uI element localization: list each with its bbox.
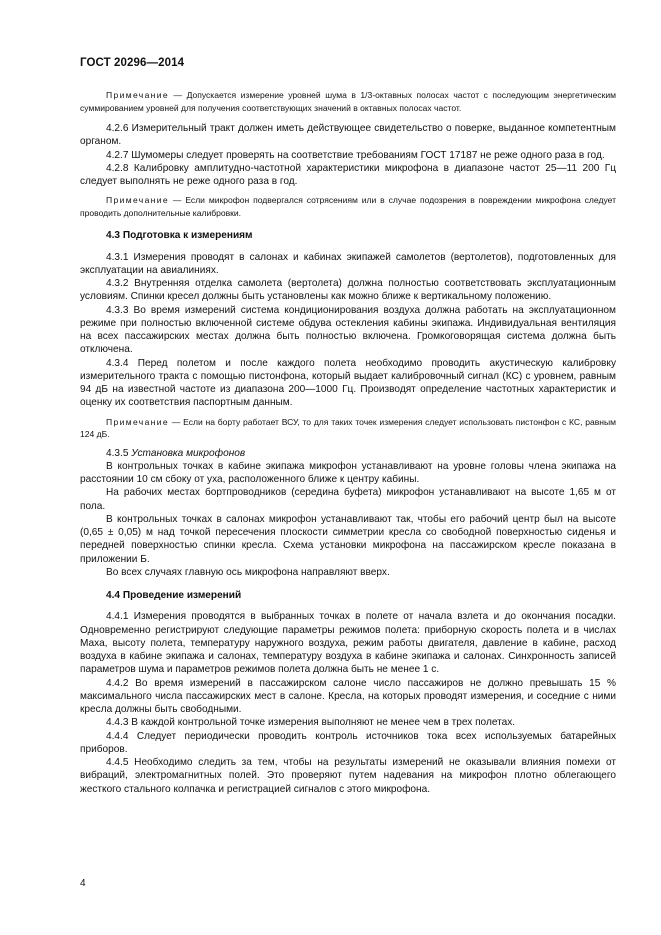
note-label: Примечание (106, 416, 169, 427)
paragraph-4-3-5-d: Во всех случаях главную ось микрофона направляют вверх. (106, 566, 390, 578)
paragraph-4-3-4: 4.3.4 Перед полетом и после каждого полета необходимо проводить акустическую калибровку измерительного тракта с помощью пистонфона, который выдает калибровочный сигнал (КС) с уровнем, равным 94 дБ на известной частоте из диапазона 200—1000 Гц. Производят определение частотных характеристик и оценку их соответствия паспортным данным. (80, 357, 616, 409)
clause-title: Установка микрофонов (131, 447, 246, 459)
paragraph-4-3-2: 4.3.2 Внутренняя отделка самолета (вертолета) должна полностью соответствовать эксплуатационным условиям. Спинки кресел должны быть установлены как можно ближе к вертикальному положению. (80, 278, 616, 303)
paragraph-4-3-5-c: В контрольных точках в салонах микрофон устанавливают так, чтобы его рабочий центр был на высоте (0,65 ± 0,05) м над точкой пересечения плоскости симметрии кресла со свободной поверхностью сиденья и передней поверхностью спинки кресла. Схема установки микрофона на пассажирском кресле показана в приложении Б. (80, 513, 616, 565)
note-dash: — (171, 416, 181, 427)
paragraph-4-4-4: 4.4.4 Следует периодически проводить контроль источников тока всех используемых батарейных приборов. (80, 730, 616, 755)
section-heading-4-4: 4.4 Проведение измерений (106, 590, 242, 601)
paragraph-4-2-7: 4.2.7 Шумомеры следует проверять на соответствие требованиям ГОСТ 17187 не реже одного раза в год. (106, 149, 605, 161)
page-number: 4 (80, 878, 86, 889)
paragraph-4-2-8: 4.2.8 Калибровку амплитудно-частотной характеристики микрофона в диапазоне частот 25—11 200 Гц следует выполнять не реже одного раза в год. (80, 162, 616, 187)
note-2 (80, 194, 616, 219)
note-label: Примечание (106, 195, 169, 206)
note-dash: — (172, 195, 182, 206)
paragraph-4-3-5-b: На рабочих местах бортпроводников (середина буфета) микрофон устанавливают на высоте 1,65 м от пола. (80, 487, 616, 512)
note-dash: — (173, 90, 183, 100)
paragraph-4-4-1: 4.4.1 Измерения проводятся в выбранных точках в полете от начала взлета и до окончания посадки. Одновременно регистрируют следующие параметры режимов полета: приборную скорость полета и в числах Маха, высоту полета, температуру наружного воздуха, режим работы двигателя, давление в кабине, расход воздуха в кабине экипажа и салонах, температуру воздуха в кабине экипажа и салонах. Синхронность записей параметров шума и параметров режимов полета должна быть не менее 1 с. (80, 611, 616, 676)
document-body (80, 89, 616, 796)
paragraph-4-3-3: 4.3.3 Во время измерений система кондиционирования воздуха должна работать на эксплуатационном режиме при полностью включенной системе обдува остекления кабины экипажа. Индивидуальная вентиляция на всех пассажирских местах должна быть полностью включена. Громкоговорящая система должна быть отключена. (80, 304, 616, 356)
paragraph-4-4-2: 4.4.2 Во время измерений в пассажирском салоне число пассажиров не должно превышать 15 % максимального числа пассажирских мест в салоне. Кресла, на которых проводят измерения, и соседние с ними кресла должны быть свободными. (80, 677, 616, 715)
note-text: Если на борту работает ВСУ, то для таких точек измерения следует использовать пистонфон с КС, равным 124 дБ. (80, 416, 617, 439)
note-1 (80, 89, 616, 114)
paragraph-4-4-5: 4.4.5 Необходимо следить за тем, чтобы на результаты измерений не оказывали влияния помехи от вибраций, электромагнитных полей. Это проверяют путем надевания на микрофон плотно облегающего жесткого стального колпачка и регистрацией сигналов с этого микрофона. (80, 757, 616, 795)
note-3 (80, 416, 616, 441)
paragraph-4-4-3: 4.4.3 В каждой контрольной точке измерения выполняют не менее чем в трех полетах. (106, 717, 516, 729)
note-text: Если микрофон подвергался сотрясениям или в случае подозрения в повреждении микрофона следует проводить дополнительные калибровки. (80, 195, 617, 218)
note-label: Примечание (106, 90, 169, 100)
note-text: Допускается измерение уровней шума в 1/3-октавных полосах частот с последующим энергетическим суммированием уровней для получения соответствующих значений в октавных полосах частот. (80, 90, 617, 113)
clause-number: 4.3.5 (106, 447, 129, 459)
paragraph-4-3-1: 4.3.1 Измерения проводят в салонах и кабинах экипажей самолетов (вертолетов), подготовленных для эксплуатации на авиалиниях. (80, 251, 616, 276)
document-header: ГОСТ 20296—2014 (80, 57, 185, 69)
paragraph-4-3-5-a: В контрольных точках в кабине экипажа микрофон устанавливают на уровне головы члена экипажа на расстоянии 10 см сбоку от уха, расположенного ближе к центру кабины. (80, 460, 616, 485)
paragraph-4-2-6: 4.2.6 Измерительный тракт должен иметь действующее свидетельство о поверке, выданное компетентным органом. (80, 123, 616, 148)
paragraph-4-3-5 (80, 447, 616, 460)
section-heading-4-3: 4.3 Подготовка к измерениям (106, 230, 253, 242)
